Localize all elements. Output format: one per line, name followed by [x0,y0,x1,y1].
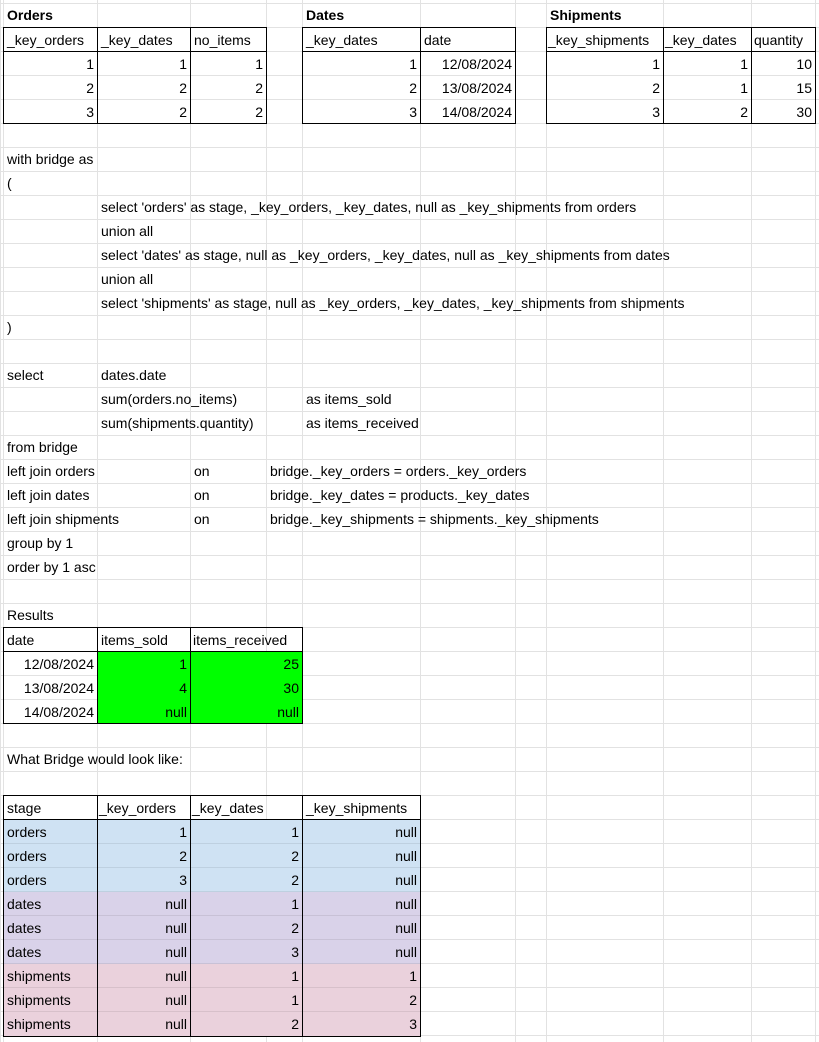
orders-cell[interactable]: 1 [179,56,187,72]
table-border [302,51,516,52]
shipments-cell[interactable]: 1 [652,56,660,72]
query-join-dates[interactable]: left join dates [7,487,90,503]
table-border [3,795,421,796]
bridge-cell[interactable]: null [98,940,190,964]
bridge-cell[interactable]: null [98,916,190,940]
table-border [190,627,191,724]
cte-open-paren[interactable]: ( [7,175,12,191]
row-separator [4,915,420,916]
bridge-cell[interactable]: 2 [191,844,302,868]
bridge-cell[interactable]: null [98,988,190,1012]
table-border [3,27,267,28]
query-group-by[interactable]: group by 1 [7,535,74,551]
dates-header-date[interactable]: date [424,32,452,48]
bridge-cell[interactable]: 2 [98,844,190,868]
dates-cell[interactable]: 13/08/2024 [441,80,512,96]
shipments-cell[interactable]: 2 [652,80,660,96]
cte-select-orders[interactable]: select 'orders' as stage, _key_orders, _key_dates, null as _key_shipments from orders [101,199,637,215]
query-alias-items-received[interactable]: as items_received [306,415,419,431]
bridge-cell[interactable]: null [98,892,190,916]
bridge-cell[interactable]: null [303,916,420,940]
dates-cell[interactable]: 3 [409,104,417,120]
bridge-cell-stage[interactable]: shipments [4,988,97,1012]
results-cell-date[interactable]: 14/08/2024 [23,704,94,720]
cte-select-shipments[interactable]: select 'shipments' as stage, null as _key_orders, _key_dates, _key_shipments from shipments [101,295,685,311]
bridge-cell-stage[interactable]: orders [4,868,97,892]
gridline [815,0,816,1042]
bridge-header-stage[interactable]: stage [7,800,42,816]
results-cell-items-sold[interactable]: 4 [98,676,190,700]
table-border [3,651,303,652]
bridge-header-key-shipments[interactable]: _key_shipments [306,800,408,816]
bridge-cell-stage[interactable]: orders [4,844,97,868]
shipments-cell[interactable]: 30 [796,104,812,120]
shipments-cell[interactable]: 10 [796,56,812,72]
query-from[interactable]: from bridge [7,439,78,455]
bridge-cell[interactable]: null [98,1012,190,1036]
results-cell-items-received[interactable]: null [191,700,302,724]
query-col-date[interactable]: dates.date [101,367,167,383]
bridge-cell-stage[interactable]: dates [4,940,97,964]
query-col-items-received[interactable]: sum(shipments.quantity) [101,415,254,431]
bridge-cell[interactable]: 2 [303,988,420,1012]
bridge-cell[interactable]: 3 [303,1012,420,1036]
query-join-orders[interactable]: left join orders [7,463,95,479]
shipments-cell[interactable]: 2 [740,104,748,120]
table-border [751,27,752,124]
row-separator [4,891,420,892]
row-separator [4,939,420,940]
shipments-table-title[interactable]: Shipments [550,7,622,23]
results-cell-items-received[interactable]: 25 [191,652,302,676]
shipments-cell[interactable]: 1 [740,56,748,72]
bridge-cell-stage[interactable]: orders [4,820,97,844]
table-border [3,627,4,724]
query-join-shipments[interactable]: left join shipments [7,511,120,527]
table-border [302,27,516,28]
orders-header-key-orders[interactable]: _key_orders [7,32,85,48]
results-cell-items-sold[interactable]: null [98,700,190,724]
gridline [751,0,752,1042]
bridge-cell[interactable]: 2 [191,916,302,940]
orders-cell[interactable]: 2 [86,80,94,96]
table-border [420,795,421,1037]
table-border [302,627,303,724]
query-alias-items-sold[interactable]: as items_sold [306,391,392,407]
table-border [515,27,516,124]
orders-cell[interactable]: 1 [255,56,263,72]
bridge-cell[interactable]: 1 [191,964,302,988]
row-separator [4,867,420,868]
bridge-cell[interactable]: 1 [191,892,302,916]
orders-header-no-items[interactable]: no_items [194,32,251,48]
results-header-date[interactable]: date [7,632,35,648]
bridge-cell[interactable]: null [303,868,420,892]
orders-cell[interactable]: 2 [179,104,187,120]
dates-cell[interactable]: 14/08/2024 [441,104,512,120]
results-cell-date[interactable]: 13/08/2024 [23,680,94,696]
dates-table-title[interactable]: Dates [306,7,345,23]
orders-header-key-dates[interactable]: _key_dates [101,32,173,48]
query-join-condition[interactable]: bridge._key_orders = orders._key_orders [270,463,527,479]
table-border [3,627,303,628]
bridge-cell[interactable]: null [98,964,190,988]
table-border [3,795,4,1037]
query-join-condition[interactable]: bridge._key_dates = products._key_dates [270,487,530,503]
bridge-cell[interactable]: 1 [191,988,302,1012]
table-border [420,27,421,124]
query-order-by[interactable]: order by 1 asc [7,559,96,575]
query-select-keyword[interactable]: select [7,367,44,383]
cte-union-all-1[interactable]: union all [101,223,154,239]
bridge-cell[interactable]: null [303,892,420,916]
cte-union-all-2[interactable]: union all [101,271,154,287]
bridge-cell-stage[interactable]: dates [4,916,97,940]
table-border [663,27,664,124]
table-border [3,27,4,124]
row-separator [4,843,420,844]
orders-cell[interactable]: 1 [86,56,94,72]
bridge-cell[interactable]: 3 [98,868,190,892]
bridge-header-key-dates[interactable]: _key_dates [192,800,264,816]
table-border [546,123,816,124]
table-border [3,123,267,124]
shipments-cell[interactable]: 1 [740,80,748,96]
results-title[interactable]: Results [7,607,54,623]
bridge-cell[interactable]: null [303,940,420,964]
query-join-condition[interactable]: bridge._key_shipments = shipments._key_shipments [270,511,599,527]
dates-cell[interactable]: 12/08/2024 [441,56,512,72]
orders-table-title[interactable]: Orders [7,7,53,23]
shipments-cell[interactable]: 15 [796,80,812,96]
table-border [3,723,303,724]
orders-cell[interactable]: 2 [255,80,263,96]
dates-cell[interactable]: 2 [409,80,417,96]
bridge-cell-stage[interactable]: shipments [4,964,97,988]
results-header-items-sold[interactable]: items_sold [101,632,168,648]
cte-close-paren[interactable]: ) [7,319,12,335]
table-border [97,795,98,1037]
table-border [302,795,303,1037]
results-header-items-received[interactable]: items_received [193,632,288,648]
table-border [546,27,816,28]
orders-cell[interactable]: 2 [179,80,187,96]
cte-select-dates[interactable]: select 'dates' as stage, null as _key_orders, _key_dates, null as _key_shipments from dates [101,247,670,263]
cte-with-line[interactable]: with bridge as [7,151,94,167]
table-border [815,27,816,124]
table-border [266,27,267,124]
bridge-cell[interactable]: 1 [98,820,190,844]
table-border [546,27,547,124]
table-border [190,795,191,1037]
table-border [97,627,98,724]
bridge-cell-stage[interactable]: dates [4,892,97,916]
row-separator [4,963,420,964]
gridline [663,0,664,1042]
bridge-cell[interactable]: 1 [303,964,420,988]
table-border [3,1036,421,1037]
shipments-header-key-shipments[interactable]: _key_shipments [548,32,650,48]
bridge-caption[interactable]: What Bridge would look like: [7,751,183,767]
bridge-cell[interactable]: 3 [191,940,302,964]
query-join-on[interactable]: on [194,487,210,503]
query-join-on[interactable]: on [194,511,210,527]
bridge-cell-stage[interactable]: shipments [4,1012,97,1036]
table-border [302,27,303,124]
bridge-header-key-orders[interactable]: _key_orders [99,800,177,816]
shipments-header-quantity[interactable]: quantity [754,32,804,48]
bridge-cell[interactable]: 1 [191,820,302,844]
bridge-cell[interactable]: null [303,844,420,868]
orders-cell[interactable]: 2 [255,104,263,120]
bridge-cell[interactable]: null [303,820,420,844]
results-cell-date[interactable]: 12/08/2024 [23,656,94,672]
shipments-header-key-dates[interactable]: _key_dates [665,32,737,48]
bridge-cell[interactable]: 2 [191,868,302,892]
table-border [97,27,98,124]
dates-header-key-dates[interactable]: _key_dates [306,32,378,48]
orders-cell[interactable]: 3 [86,104,94,120]
table-border [546,51,816,52]
table-border [190,27,191,124]
shipments-cell[interactable]: 3 [652,104,660,120]
table-border [302,123,516,124]
row-separator [4,987,420,988]
query-join-on[interactable]: on [194,463,210,479]
table-border [3,51,267,52]
table-border [3,819,421,820]
bridge-cell[interactable]: 2 [191,1012,302,1036]
dates-cell[interactable]: 1 [409,56,417,72]
row-separator [4,1011,420,1012]
results-cell-items-received[interactable]: 30 [191,676,302,700]
query-col-items-sold[interactable]: sum(orders.no_items) [101,391,238,407]
results-cell-items-sold[interactable]: 1 [98,652,190,676]
